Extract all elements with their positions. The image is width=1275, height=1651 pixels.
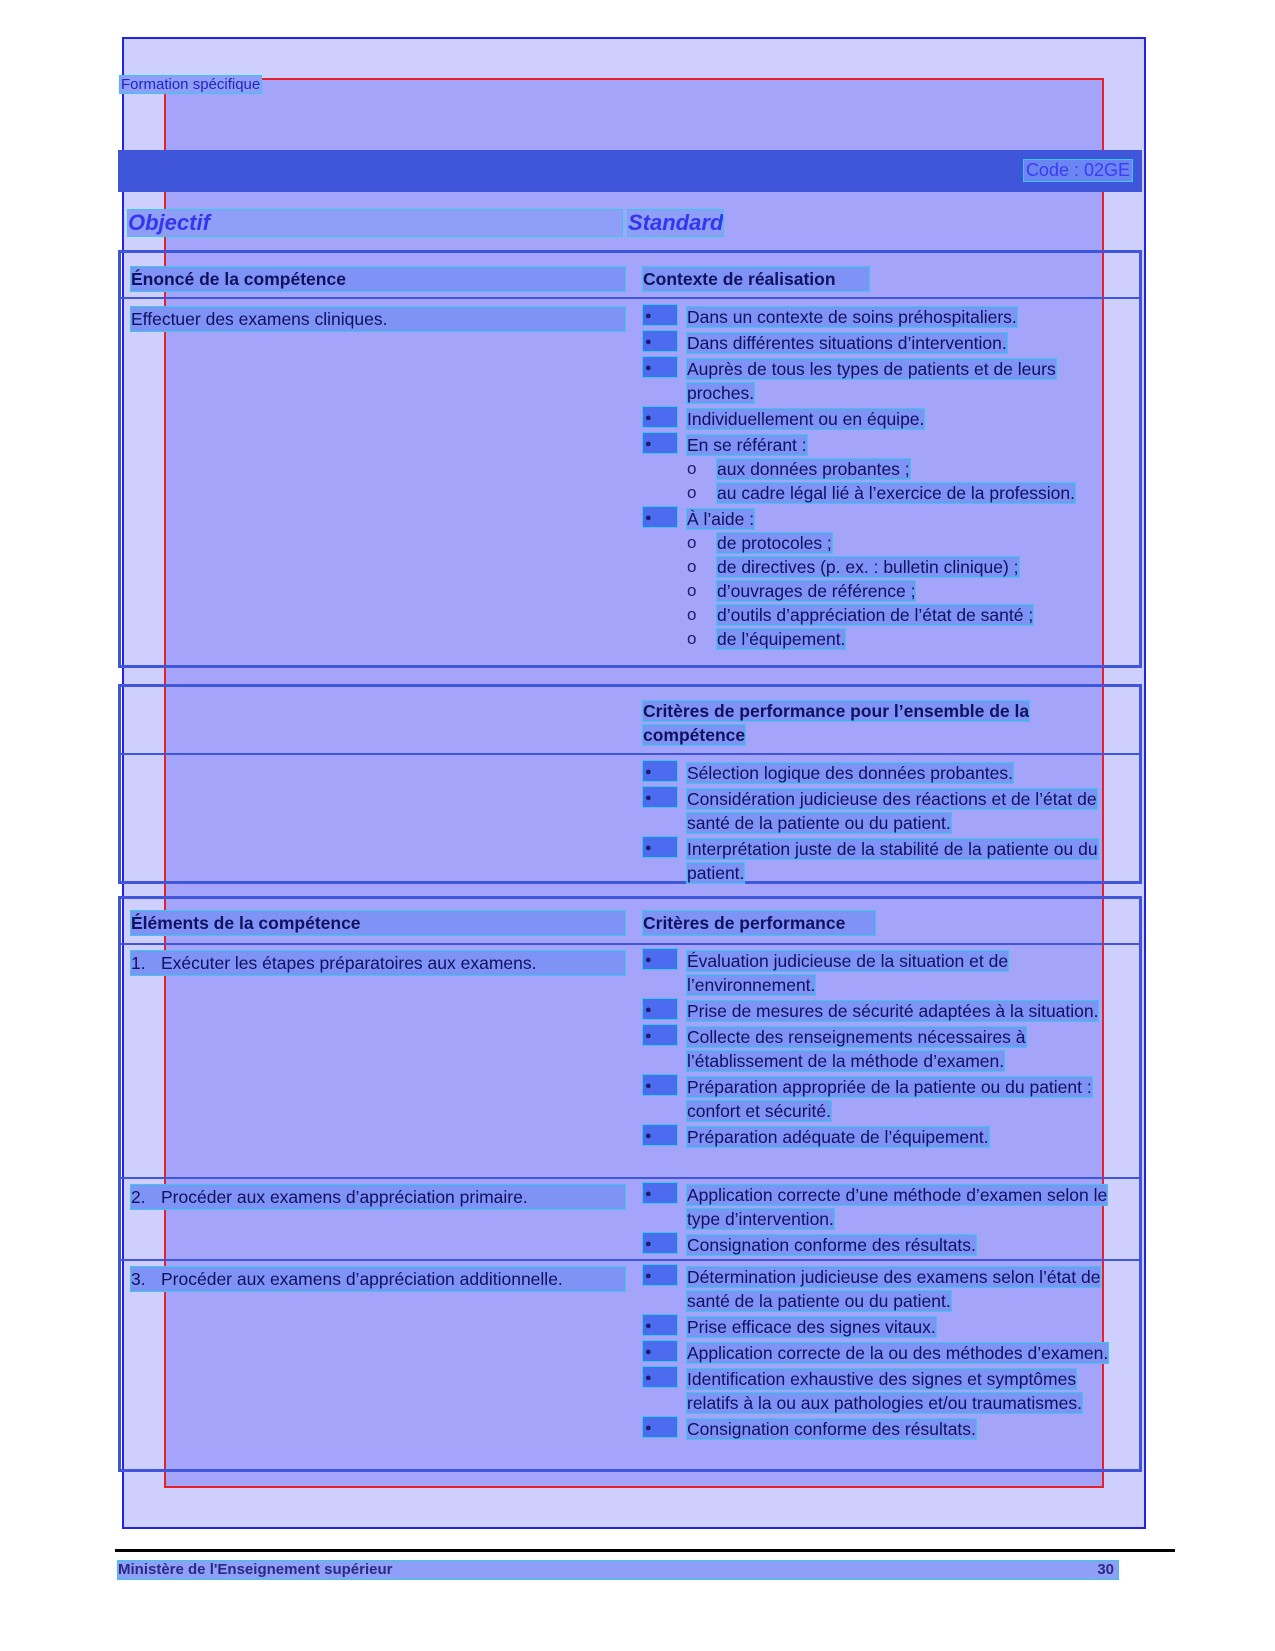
context-list bbox=[643, 305, 1123, 653]
criteres-ensemble-list bbox=[643, 761, 1123, 887]
criterion-item: ● Prise efficace des signes vitaux. bbox=[643, 1315, 1123, 1339]
element-1: 1. Exécuter les étapes préparatoires aux examens. bbox=[131, 951, 625, 975]
criterion-item: ● Préparation appropriée de la patiente ou du patient : confort et sécurité. bbox=[643, 1075, 1123, 1123]
criterion-item: ● Consignation conforme des résultats. bbox=[643, 1233, 1123, 1257]
context-item: ● Dans différentes situations d’intervention. bbox=[643, 331, 1123, 355]
section-criteres-ensemble-head bbox=[121, 687, 1139, 755]
element-2: 2. Procéder aux examens d’appréciation primaire. bbox=[131, 1185, 625, 1209]
context-item: ● Individuellement ou en équipe. bbox=[643, 407, 1123, 431]
enonce-heading: Énoncé de la compétence bbox=[131, 267, 625, 291]
criterion-item: ● Collecte des renseignements nécessaires à l’établissement de la méthode d’examen. bbox=[643, 1025, 1123, 1073]
row-divider bbox=[121, 1259, 1139, 1261]
elements-heading: Éléments de la compétence bbox=[131, 911, 625, 935]
criterion-item: ● Identification exhaustive des signes et symptômes relatifs à la ou aux pathologies et/ou traumatismes. bbox=[643, 1367, 1123, 1415]
context-subitem: o de protocoles ; bbox=[687, 531, 1123, 555]
context-subitem: o au cadre légal lié à l’exercice de la profession. bbox=[687, 481, 1123, 505]
context-subitem: o de l’équipement. bbox=[687, 627, 1123, 651]
context-subitem: o d’ouvrages de référence ; bbox=[687, 579, 1123, 603]
section-elements bbox=[118, 896, 1142, 1472]
element-3-criteria bbox=[643, 1265, 1123, 1443]
element-3: 3. Procéder aux examens d’appréciation additionnelle. bbox=[131, 1267, 625, 1291]
context-item: ● Dans un contexte de soins préhospitaliers. bbox=[643, 305, 1123, 329]
section-elements-head bbox=[121, 899, 1139, 945]
context-subitem: o de directives (p. ex. : bulletin clinique) ; bbox=[687, 555, 1123, 579]
context-subitem: o d’outils d’appréciation de l’état de santé ; bbox=[687, 603, 1123, 627]
criterion-item: ● Interprétation juste de la stabilité de la patiente ou du patient. bbox=[643, 837, 1123, 885]
context-subitem: o aux données probantes ; bbox=[687, 457, 1123, 481]
standard-heading: Standard bbox=[628, 210, 724, 235]
contexte-heading: Contexte de réalisation bbox=[643, 267, 869, 291]
ministry-name: Ministère de l'Enseignement supérieur bbox=[118, 1561, 393, 1578]
program-label: Formation spécifique bbox=[121, 76, 261, 93]
objectif-heading: Objectif bbox=[128, 210, 622, 236]
context-item: ● Auprès de tous les types de patients et de leurs proches. bbox=[643, 357, 1123, 405]
footer bbox=[118, 1561, 1118, 1579]
criterion-item: ● Prise de mesures de sécurité adaptées à la situation. bbox=[643, 999, 1123, 1023]
criterion-item: ● Application correcte d’une méthode d’examen selon le type d’intervention. bbox=[643, 1183, 1123, 1231]
section-criteres-ensemble bbox=[118, 684, 1142, 884]
competency-code: Code : 02GE bbox=[1025, 160, 1130, 180]
column-headings bbox=[128, 210, 1138, 240]
section-enonce bbox=[118, 250, 1142, 668]
footer-rule bbox=[115, 1549, 1175, 1552]
row-divider bbox=[121, 1177, 1139, 1179]
criterion-item: ● Considération judicieuse des réactions et de l’état de santé de la patiente ou du patient. bbox=[643, 787, 1123, 835]
criterion-item: ● Détermination judicieuse des examens selon l’état de santé de la patiente ou du patient. bbox=[643, 1265, 1123, 1313]
criterion-item: ● Consignation conforme des résultats. bbox=[643, 1417, 1123, 1441]
criteres-ensemble-heading: Critères de performance pour l’ensemble de la compétence bbox=[643, 701, 1030, 745]
element-1-criteria bbox=[643, 949, 1123, 1151]
context-item: ● En se référant : o aux données probantes ; o au cadre légal lié à l’exercice de la profession. bbox=[643, 433, 1123, 505]
criteres-heading: Critères de performance bbox=[643, 911, 875, 935]
context-item: ● À l’aide : o de protocoles ; o de directives (p. ex. : bulletin clinique) ; o d’ouvrages de référence ; o d’outils d’appréciation de l’état de santé ; o de l’équipement. bbox=[643, 507, 1123, 651]
criterion-item: ● Sélection logique des données probantes. bbox=[643, 761, 1123, 785]
page-number: 30 bbox=[1097, 1561, 1114, 1578]
section-enonce-head bbox=[121, 253, 1139, 299]
element-2-criteria bbox=[643, 1183, 1123, 1259]
code-band bbox=[118, 150, 1142, 192]
competence-statement: Effectuer des examens cliniques. bbox=[131, 307, 625, 331]
criterion-item: ● Évaluation judicieuse de la situation et de l’environnement. bbox=[643, 949, 1123, 997]
criterion-item: ● Préparation adéquate de l’équipement. bbox=[643, 1125, 1123, 1149]
criterion-item: ● Application correcte de la ou des méthodes d’examen. bbox=[643, 1341, 1123, 1365]
